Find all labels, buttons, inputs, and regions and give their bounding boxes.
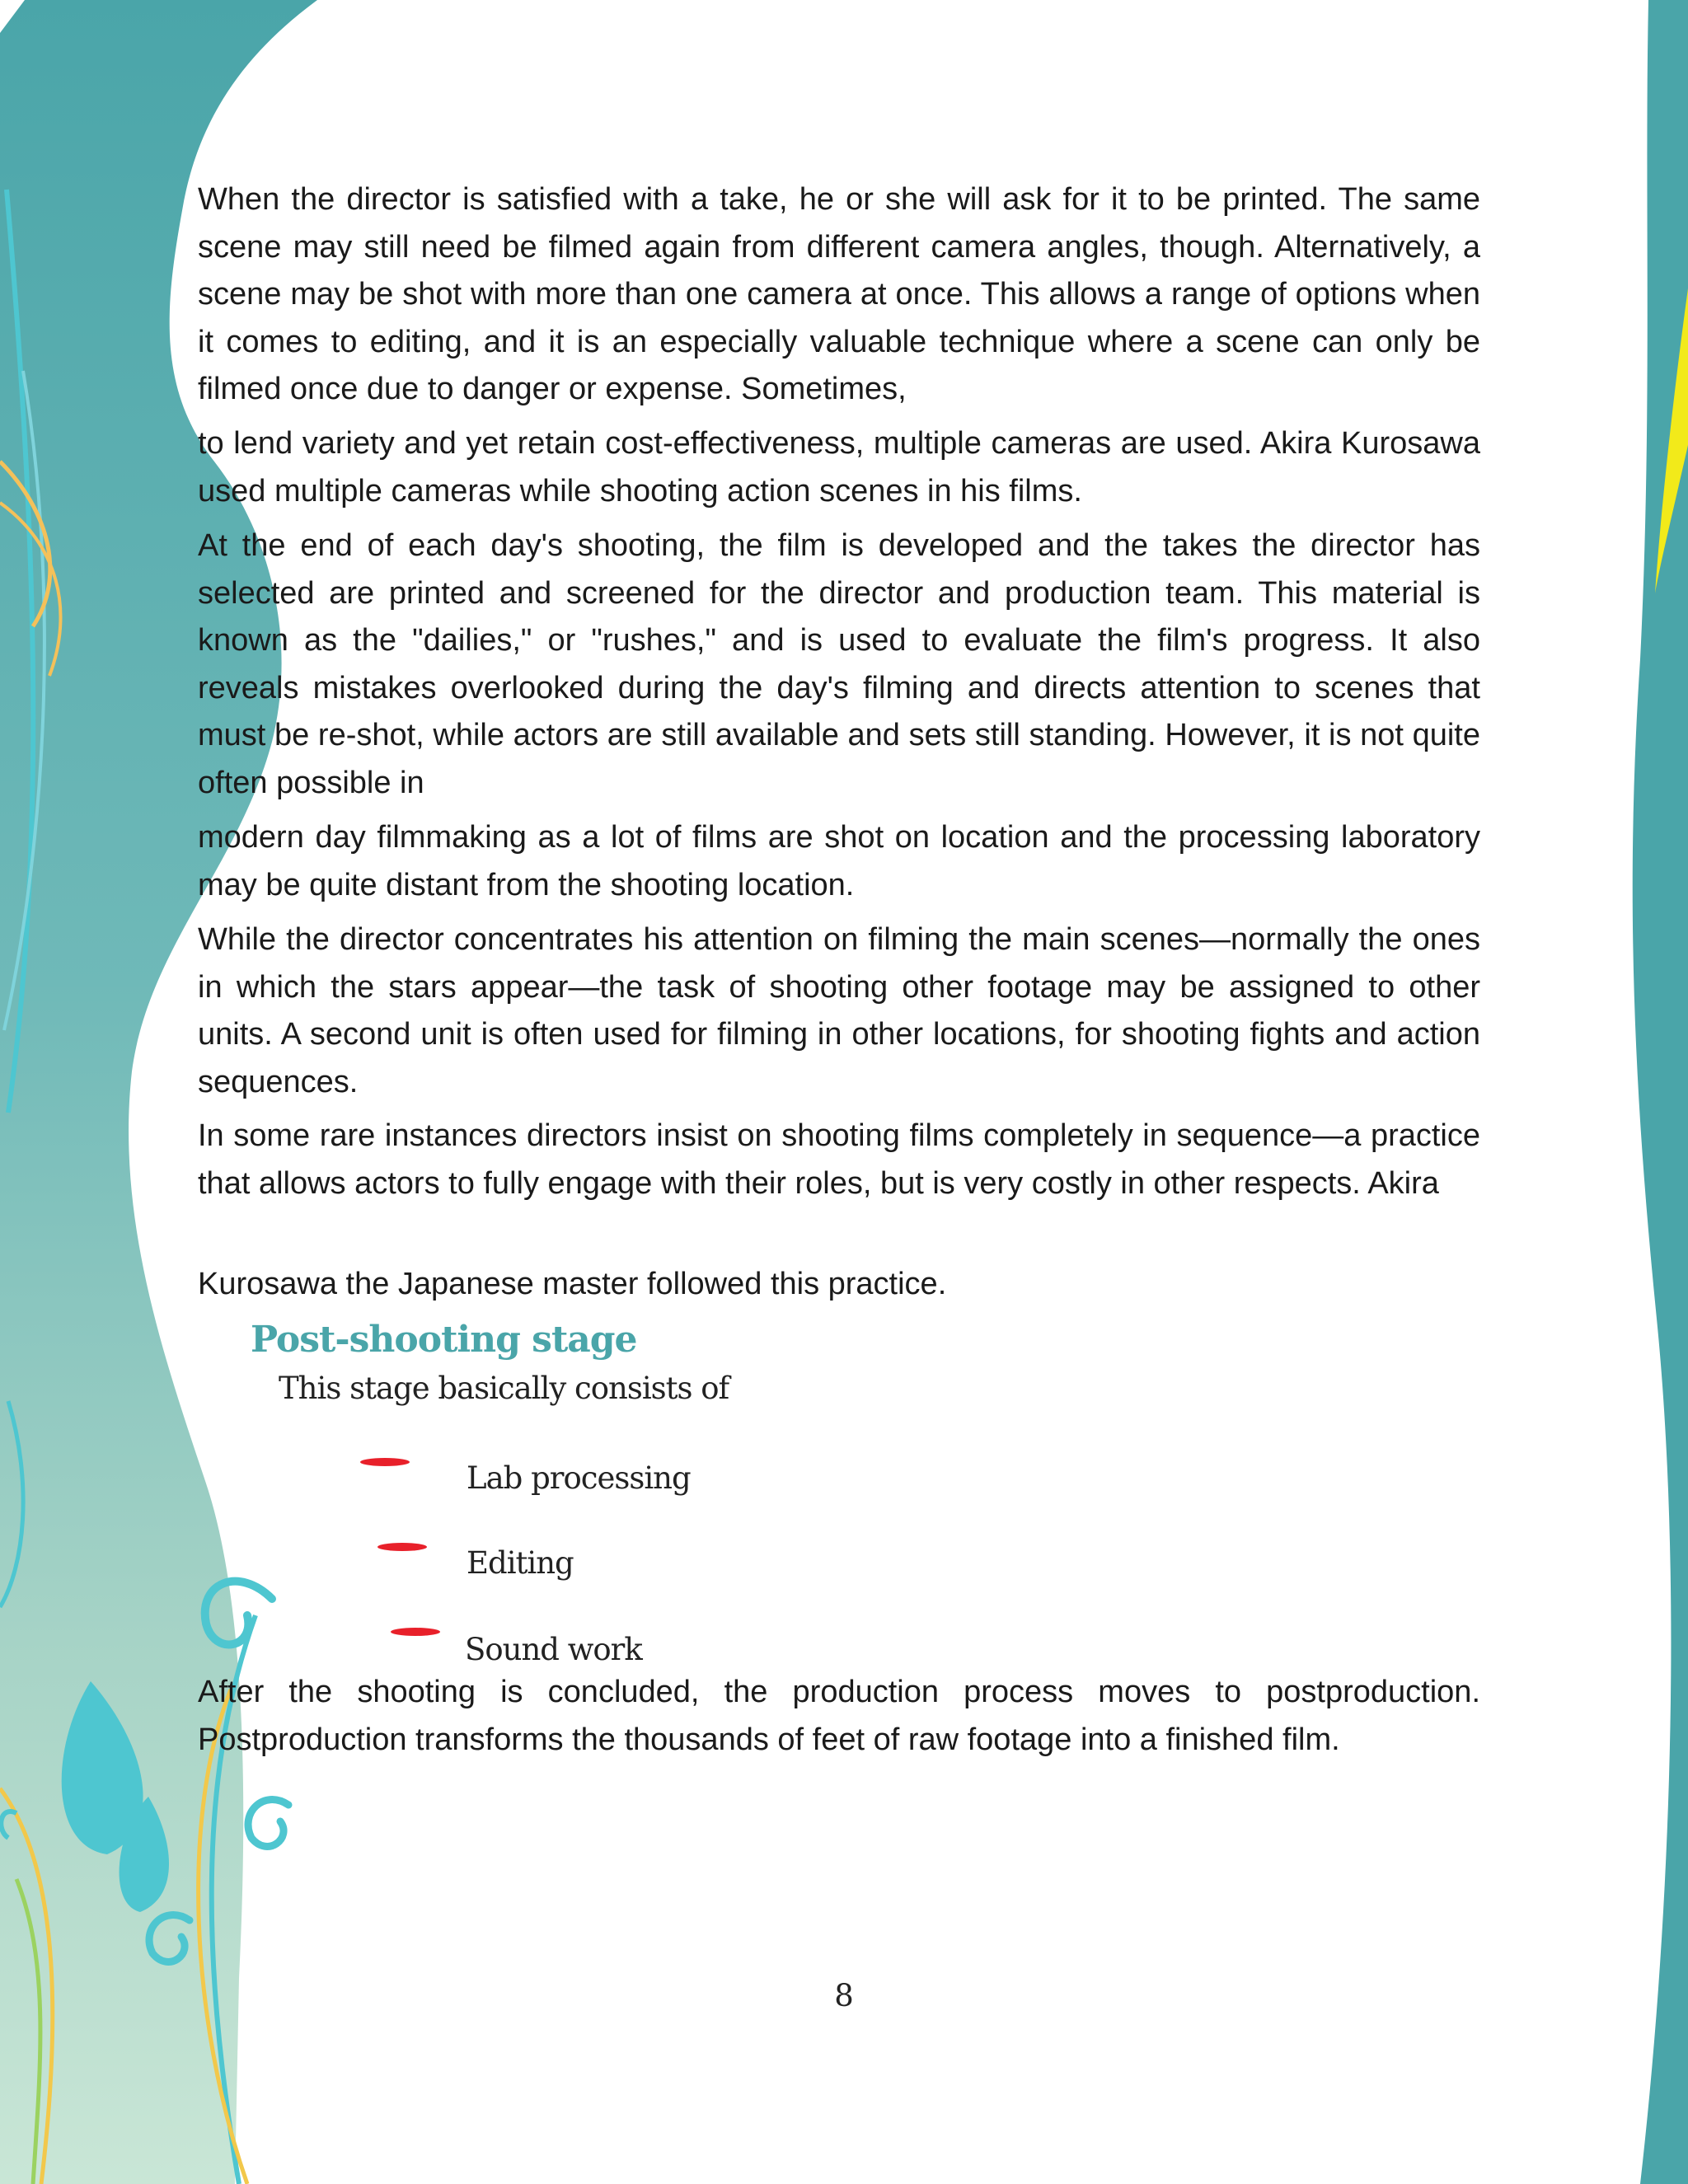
list-item-label: Lab processing (467, 1460, 691, 1496)
paragraph-4: modern day filmmaking as a lot of films are shot on location and the processing laboratory may be quite distant from the shooting location. (198, 820, 1480, 902)
paragraph-5: While the director concentrates his attention on filming the main scenes—normally the ones in which the stars appear—the task of shooting other footage may be assigned to other units. A second unit is often used for filming in other locations, for shooting fights and action sequences. (198, 922, 1480, 1099)
list-item-label: Editing (467, 1545, 574, 1581)
bullet-dash-icon (360, 1458, 410, 1466)
section-heading: Post-shooting stage (251, 1319, 637, 1361)
bullet-dash-icon (391, 1628, 440, 1636)
paragraph-3: At the end of each day's shooting, the film is developed and the takes the director has selected are printed and screened for the director and production team. This material is known as the "dailies," or "rushes," and is used to evaluate the film's progress. It also reveals mistakes overlooked during the day's filming and directs attention to scenes that must be re-shot, while actors are still available and sets still standing. However, it is not quite often possible in (198, 528, 1480, 800)
paragraph-1: When the director is satisfied with a take, he or she will ask for it to be printed. The same scene may still need be filmed again from different camera angles, though. Alternatively, a scene may be shot with more than one camera at once. This allows a range of options when it comes to editing, and it is an especially valuable technique where a scene can only be filmed once due to danger or expense. Sometimes, (198, 182, 1480, 406)
page-number: 8 (834, 1978, 854, 2013)
paragraph-closing: After the shooting is concluded, the production process moves to postproduction. Postproduction transforms the thousands of feet of raw footage into a finished film. (198, 1675, 1480, 1757)
list-item (0, 1451, 824, 1500)
list-item-label: Sound work (465, 1632, 642, 1667)
paragraph-6: In some rare instances directors insist on shooting films completely in sequence—a practice that allows actors to fully engage with their roles, but is very costly in other respects. Akira (198, 1118, 1480, 1201)
swirl-small-1 (248, 1800, 288, 1847)
list-item (0, 1535, 824, 1585)
bullet-dash-icon (377, 1543, 427, 1551)
list-item (0, 1620, 824, 1670)
paragraph-7: Kurosawa the Japanese master followed this practice. (198, 1267, 947, 1301)
paragraph-2: to lend variety and yet retain cost-effectiveness, multiple cameras are used. Akira Kurosawa used multiple cameras while shooting action scenes in his films. (198, 426, 1480, 509)
section-intro: This stage basically consists of (279, 1371, 729, 1406)
right-wave-shape (1633, 0, 1688, 2184)
